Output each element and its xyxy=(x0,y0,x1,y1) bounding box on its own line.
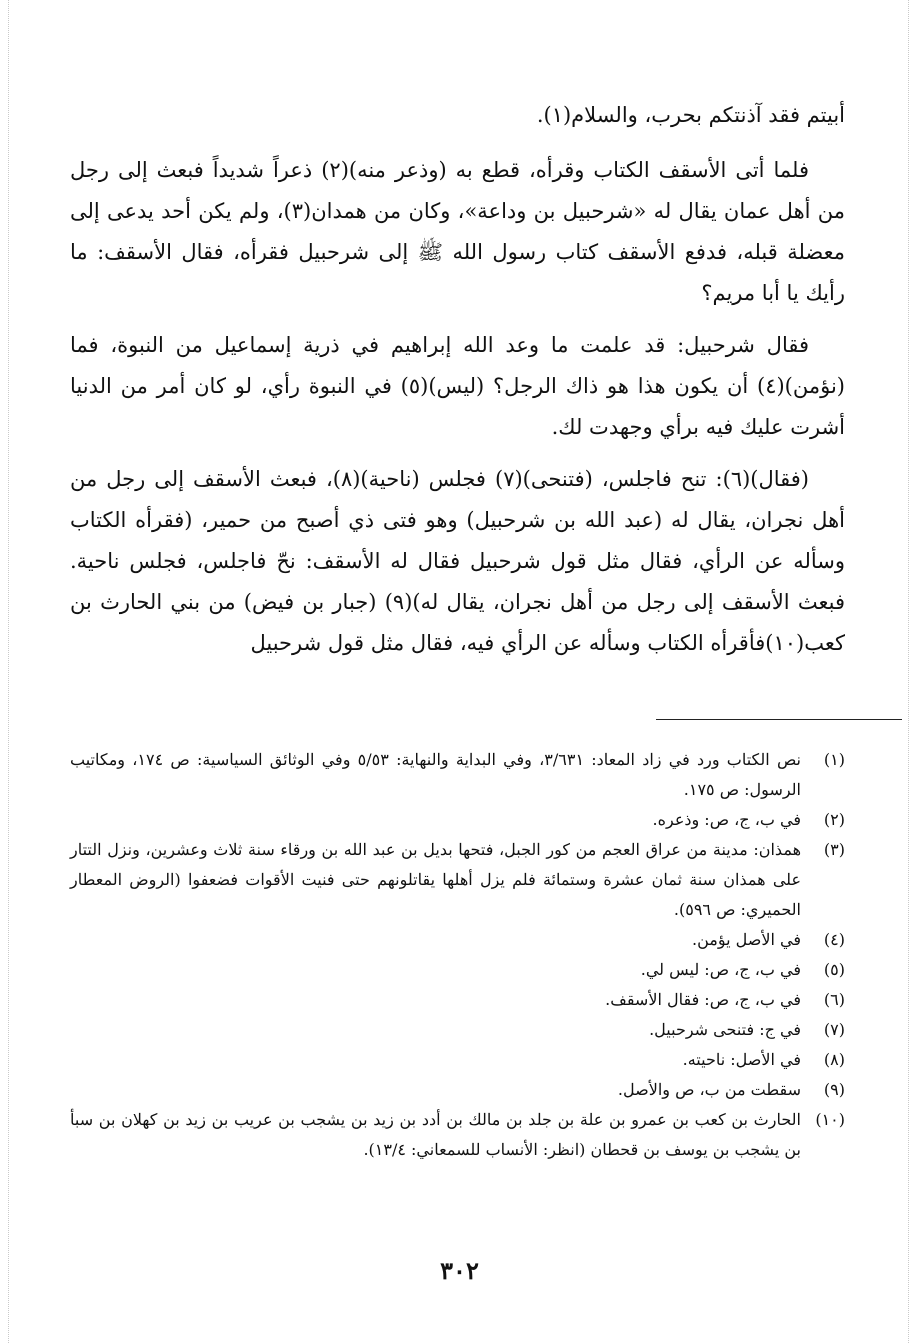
footnote-5 xyxy=(70,955,845,985)
footnote-10 xyxy=(70,1105,845,1165)
footnote-3 xyxy=(70,835,845,925)
footnote-8 xyxy=(70,1045,845,1075)
right-margin-guide xyxy=(908,0,910,1343)
footnote-text: في ب، ج، ص: وذعره. xyxy=(652,810,801,829)
footnote-1 xyxy=(70,745,845,805)
footnote-text: في الأصل يؤمن. xyxy=(692,930,801,949)
footnote-6 xyxy=(70,985,845,1015)
page-number: ٣٠٢ xyxy=(440,1256,479,1285)
footnote-text: الحارث بن كعب بن عمرو بن علة بن جلد بن مالك بن أدد بن زيد بن يشجب بن عريب بن زيد بن كهلان بن سبأ بن يشجب بن يوسف بن قحطان (انظر: الأنساب للسمعاني: ١٣/٤). xyxy=(70,1110,801,1159)
footnote-text: في ج: فتنحى شرحبيل. xyxy=(649,1020,801,1039)
footnote-text: همذان: مدينة من عراق العجم من كور الجبل، فتحها بديل بن عبد الله بن ورقاء سنة ثلاث وعشرين، ونزل التتار على همذان سنة ثمان عشرة وستمائة فلم يزل أهلها يقاتلونهم حتى فنيت الأقوات فضعفوا (الروض المعطار الحميري: ص ٥٩٦). xyxy=(70,840,802,919)
footnote-number: (٧) xyxy=(823,1020,845,1039)
paragraph-4: (فقال)(٦): تنح فاجلس، (فتنحى)(٧) فجلس (ناحية)(٨)، فبعث الأسقف إلى رجل من أهل نجران، يقال له (عبد الله بن شرحبيل) وهو فتى ذي أصبح من حمير، (فقرأه الكتاب وسأله عن الرأي، فقال مثل قول شرحبيل فقال له الأسقف: نحّ فاجلس، فجلس ناحية. فبعث الأسقف إلى رجل من أهل نجران، يقال له)(٩) (جبار بن فيض) من بني الحارث بن كعب(١٠)فأقرأه الكتاب وسأله عن الرأي فيه، فقال مثل قول شرحبيل xyxy=(70,467,845,655)
paragraph-1: أبيتم فقد آذنتكم بحرب، والسلام(١). xyxy=(536,103,845,127)
footnote-text: في الأصل: ناحيته. xyxy=(682,1050,801,1069)
footnote-number: (١٠) xyxy=(815,1110,845,1129)
footnote-number: (٤) xyxy=(823,930,845,949)
footnote-2 xyxy=(70,805,845,835)
footnote-number: (٢) xyxy=(823,810,845,829)
paragraph-2: فلما أتى الأسقف الكتاب وقرأه، قطع به (وذعر منه)(٢) ذعراً شديداً فبعث إلى رجل من أهل عمان يقال له «شرحبيل بن وداعة»، وكان من همدان(٣)، ولم يكن أحد يدعى إلى معضلة قبله، فدفع الأسقف كتاب رسول الله ﷺ إلى شرحبيل فقرأه، فقال الأسقف: ما رأيك يا أبا مريم؟ xyxy=(70,158,845,305)
footnote-number: (٦) xyxy=(823,990,845,1009)
footnote-text: نص الكتاب ورد في زاد المعاد: ٣/٦٣١، وفي البداية والنهاية: ٥/٥٣ وفي الوثائق السياسية: ص ١٧٤، ومكاتيب الرسول: ص ١٧٥. xyxy=(70,750,801,799)
footnote-text: في ب، ج، ص: فقال الأسقف. xyxy=(605,990,801,1009)
footnote-number: (٨) xyxy=(823,1050,845,1069)
footnotes xyxy=(70,745,845,1165)
footnote-number: (٥) xyxy=(823,960,845,979)
footnote-separator xyxy=(656,719,902,720)
paragraph-3: فقال شرحبيل: قد علمت ما وعد الله إبراهيم في ذرية إسماعيل من النبوة، فما (نؤمن)(٤) أن يكون هذا هو ذاك الرجل؟ (ليس)(٥) في النبوة رأي، لو كان أمر من الدنيا أشرت عليك فيه برأي وجهدت لك. xyxy=(70,333,845,439)
footnote-number: (٩) xyxy=(823,1080,845,1099)
footnote-9 xyxy=(70,1075,845,1105)
left-margin-guide xyxy=(8,0,10,1343)
footnote-text: في ب، ج، ص: ليس لي. xyxy=(640,960,801,979)
footnote-4 xyxy=(70,925,845,955)
main-text xyxy=(70,95,845,675)
footnote-number: (٣) xyxy=(823,840,845,859)
body-text xyxy=(70,95,845,664)
footnote-number: (١) xyxy=(823,750,845,769)
footnote-text: سقطت من ب، ص والأصل. xyxy=(617,1080,801,1099)
footnote-7 xyxy=(70,1015,845,1045)
